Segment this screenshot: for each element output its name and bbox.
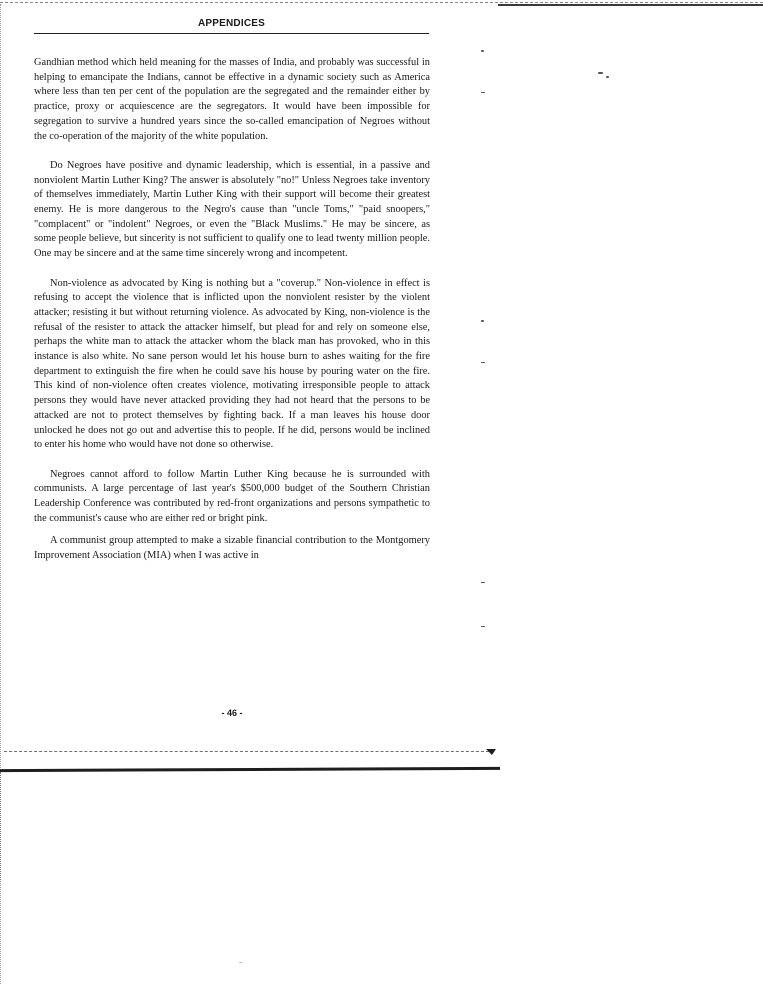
scan-left-edge-lower (0, 772, 1, 882)
scan-speck (481, 582, 485, 583)
page-number: - 46 - (221, 708, 243, 718)
scan-speck (239, 962, 242, 963)
scan-top-edge (0, 2, 763, 3)
paragraph-5: A communist group attempted to make a sizable financial contribution to the Montgomery Improvement Association (MIA) when I was active in (34, 535, 430, 562)
paragraph-1: Gandhian method which held meaning for the masses of India, and probably was successful in helping to emancipate the Indians, cannot be effective in a dynamic society such as America where less than ten per cent of the population are the segregated and the remainder either by practice, proxy or acquiescence are the segregators. It would have been impossible for segregation to survive a hundred years since the so-called emancipation of Negroes without the co-operation of the majority of the white population. (34, 57, 430, 142)
scan-speck (606, 76, 609, 78)
paragraph-3: Non-violence as advocated by King is nothing but a "coverup." Non-violence in effect is refusing to accept the violence that is inflicted upon the nonviolent resister by the violent attacker; resisting it but without returning violence. As advocated by King, non-violence is the refusal of the resister to attack the attacker himself, but plead for and rely on someone else, perhaps the white man to attack the attacker whom the black man has provoked, who in this instance is also white. No sane person would let his house burn to ashes waiting for the fire department to extinguish the fire when he could save his house by pouring water on the fire. This kind of non-violence often creates violence, motivating irresponsible people to attack persons they would have never attacked providing they had not heard that the persons to be attacked are not to protect themselves by fighting back. If a man leaves his house door unlocked he does not go out and advertise this to people. If he did, persons would be inclined to enter his home who would have not done so otherwise. (34, 277, 430, 451)
scan-bottom-edge (4, 751, 494, 752)
corner-arrow-mark (486, 746, 496, 756)
scan-speck (481, 626, 485, 627)
page-header: APPENDICES (197, 18, 265, 29)
paragraph-2: Do Negroes have positive and dynamic leadership, which is essential, in a passive and nonviolent Martin Luther King? The answer is absolutely "no!" Unless Negroes take inventory of themselves immediately, Martin Luther King with their support will become their greatest enemy. He is more dangerous to the Negro's cause than "uncle Toms," "paid snoopers," "complacent" or "indolent" Negroes, or even the "Black Muslims." He may be sincere, as some people believe, but sincerity is not sufficient to qualify one to lead twenty million people. One may be sincere and at the same time sincerely wrong and incompetent. (34, 159, 431, 260)
scan-speck (481, 92, 485, 93)
scan-speck (598, 72, 603, 74)
scan-speck (481, 50, 484, 52)
header-rule (34, 33, 429, 34)
scan-top-edge-heavy (498, 4, 763, 6)
paragraph-4: Negroes cannot afford to follow Martin Luther King because he is surrounded with communists. A large percentage of last year's $500,000 budget of the Southern Christian Leadership Conference was contributed by red-front organizations and persons sympathetic to the communist's cause who are either red or bright pink. (34, 468, 430, 524)
scan-speck (481, 362, 485, 363)
scan-speck (481, 320, 484, 322)
scan-bottom-edge-heavy (0, 767, 500, 772)
page-body (34, 56, 430, 564)
